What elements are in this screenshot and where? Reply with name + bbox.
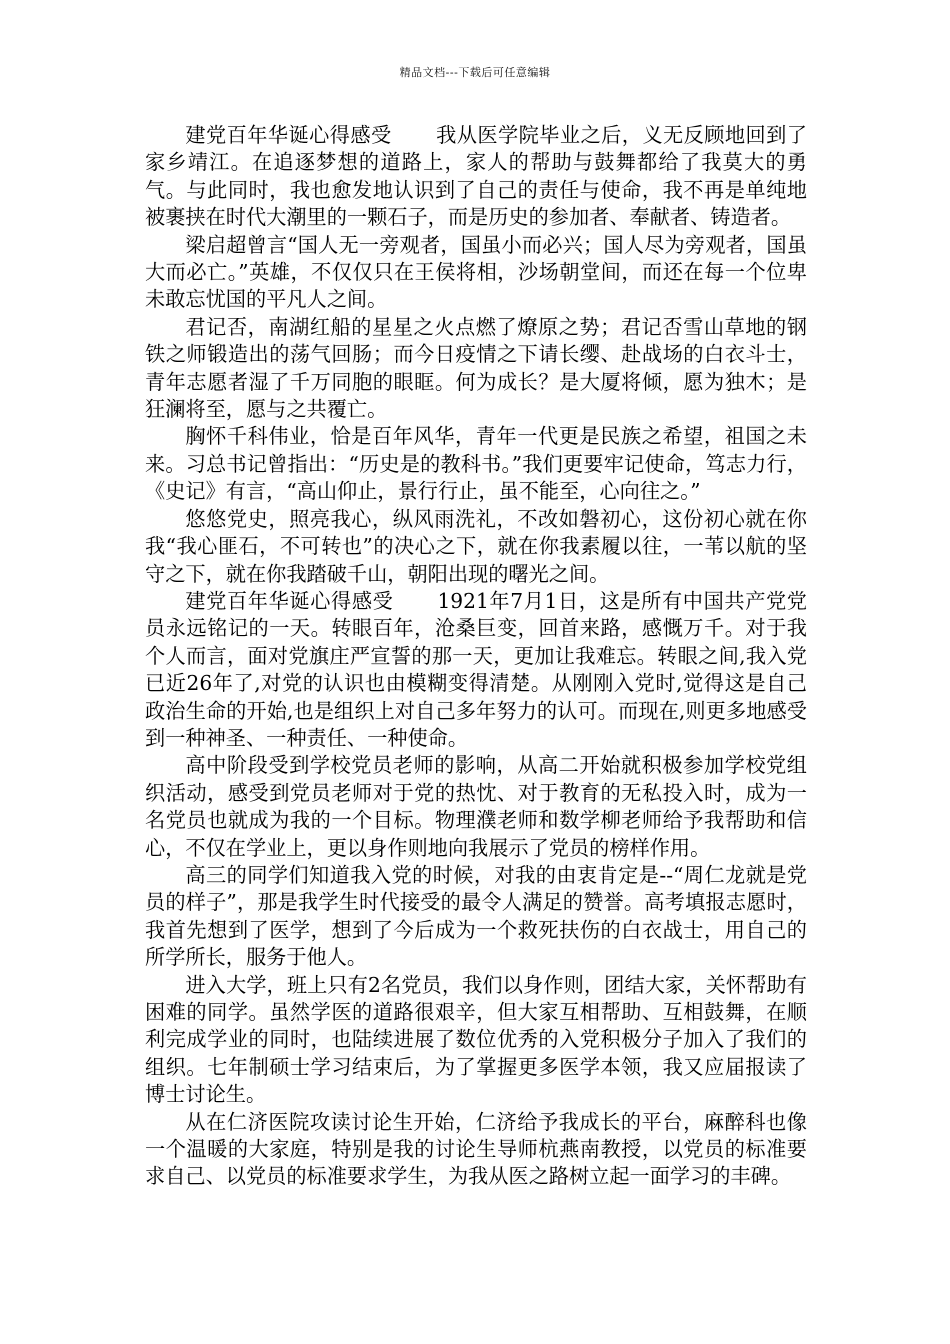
document-body (145, 122, 807, 1191)
paragraph-4: 胸怀千科伟业，恰是百年风华，青年一代更是民族之希望，祖国之未来。习总书记曾指出：“历史是的教科书。”我们更要牢记使命，笃志力行，《史记》有言，“高山仰止，景行行止，虽不能至，心向往之。” (145, 424, 807, 504)
paragraph-1 (145, 122, 807, 232)
paragraph-3: 君记否，南湖红船的星星之火点燃了燎原之势；君记否雪山草地的钢铁之师锻造出的荡气回肠；而今日疫情之下请长缨、赴战场的白衣斗士，青年志愿者湿了千万同胞的眼眶。何为成长？是大厦将倾，愿为独木；是狂澜将至，愿与之共覆亡。 (145, 314, 807, 422)
paragraph-5: 悠悠党史，照亮我心，纵风雨洗礼，不改如磐初心，这份初心就在你我“我心匪石，不可转也”的决心之下，就在你我素履以往，一苇以航的坚守之下，就在你我踏破千山，朝阳出现的曙光之间。 (145, 506, 807, 586)
paragraph-2: 梁启超曾言“国人无一旁观者，国虽小而必兴；国人尽为旁观者，国虽大而必亡。”英雄，不仅仅只在王侯将相，沙场朝堂间，而还在每一个位卑未敢忘忧国的平凡人之间。 (145, 232, 807, 312)
page-header: 精品文档---下载后可任意编辑 (399, 66, 551, 79)
paragraph-text: 1921年7月1日，这是所有中国共产党党员永远铭记的一天。转眼百年，沧桑巨变，回首来路，感慨万千。对于我个人而言，面对党旗庄严宣誓的那一天，更加让我难忘。转眼之间,我入党已近26年了,对党的认识也由模糊变得清楚。从刚刚入党时,觉得这是自己政治生命的开始,也是组织上对自己多年努力的认可。而现在,则更多地感受到一种神圣、一种责任、一种使命。 (145, 588, 807, 750)
section-title-2: 建党百年华诞心得感受 (185, 588, 394, 613)
section-title-1: 建党百年华诞心得感受 (185, 123, 392, 147)
paragraph-9: 进入大学，班上只有2名党员，我们以身作则，团结大家，关怀帮助有困难的同学。虽然学医的道路很艰辛，但大家互相帮助、互相鼓舞，在顺利完成学业的同时，也陆续进展了数位优秀的入党积极分子加入了我们的组织。七年制硕士学习结束后，为了掌握更多医学本领，我又应届报读了博士讨论生。 (145, 972, 807, 1107)
paragraph-10: 从在仁济医院攻读讨论生开始，仁济给予我成长的平台，麻醉科也像一个温暖的大家庭，特别是我的讨论生导师杭燕南教授，以党员的标准要求自己、以党员的标准要求学生，为我从医之路树立起一面学习的丰碑。 (145, 1109, 807, 1189)
paragraph-6 (145, 588, 807, 752)
paragraph-text: 我从医学院毕业之后，义无反顾地回到了家乡靖江。在追逐梦想的道路上，家人的帮助与鼓舞都给了我莫大的勇气。与此同时，我也愈发地认识到了自己的责任与使命，我不再是单纯地被裹挟在时代大潮里的一颗石子，而是历史的参加者、奉献者、铸造者。 (145, 123, 807, 230)
paragraph-7: 高中阶段受到学校党员老师的影响，从高二开始就积极参加学校党组织活动，感受到党员老师对于党的热忱、对于教育的无私投入时，成为一名党员也就成为我的一个目标。物理濮老师和数学柳老师给予我帮助和信心，不仅在学业上，更以身作则地向我展示了党员的榜样作用。 (145, 753, 807, 860)
paragraph-8: 高三的同学们知道我入党的时候，对我的由衷肯定是--“周仁龙就是党员的样子”，那是我学生时代接受的最令人满足的赞誉。高考填报志愿时，我首先想到了医学，想到了今后成为一个救死扶伤的白衣战士，用自己的所学所长，服务于他人。 (145, 862, 807, 970)
